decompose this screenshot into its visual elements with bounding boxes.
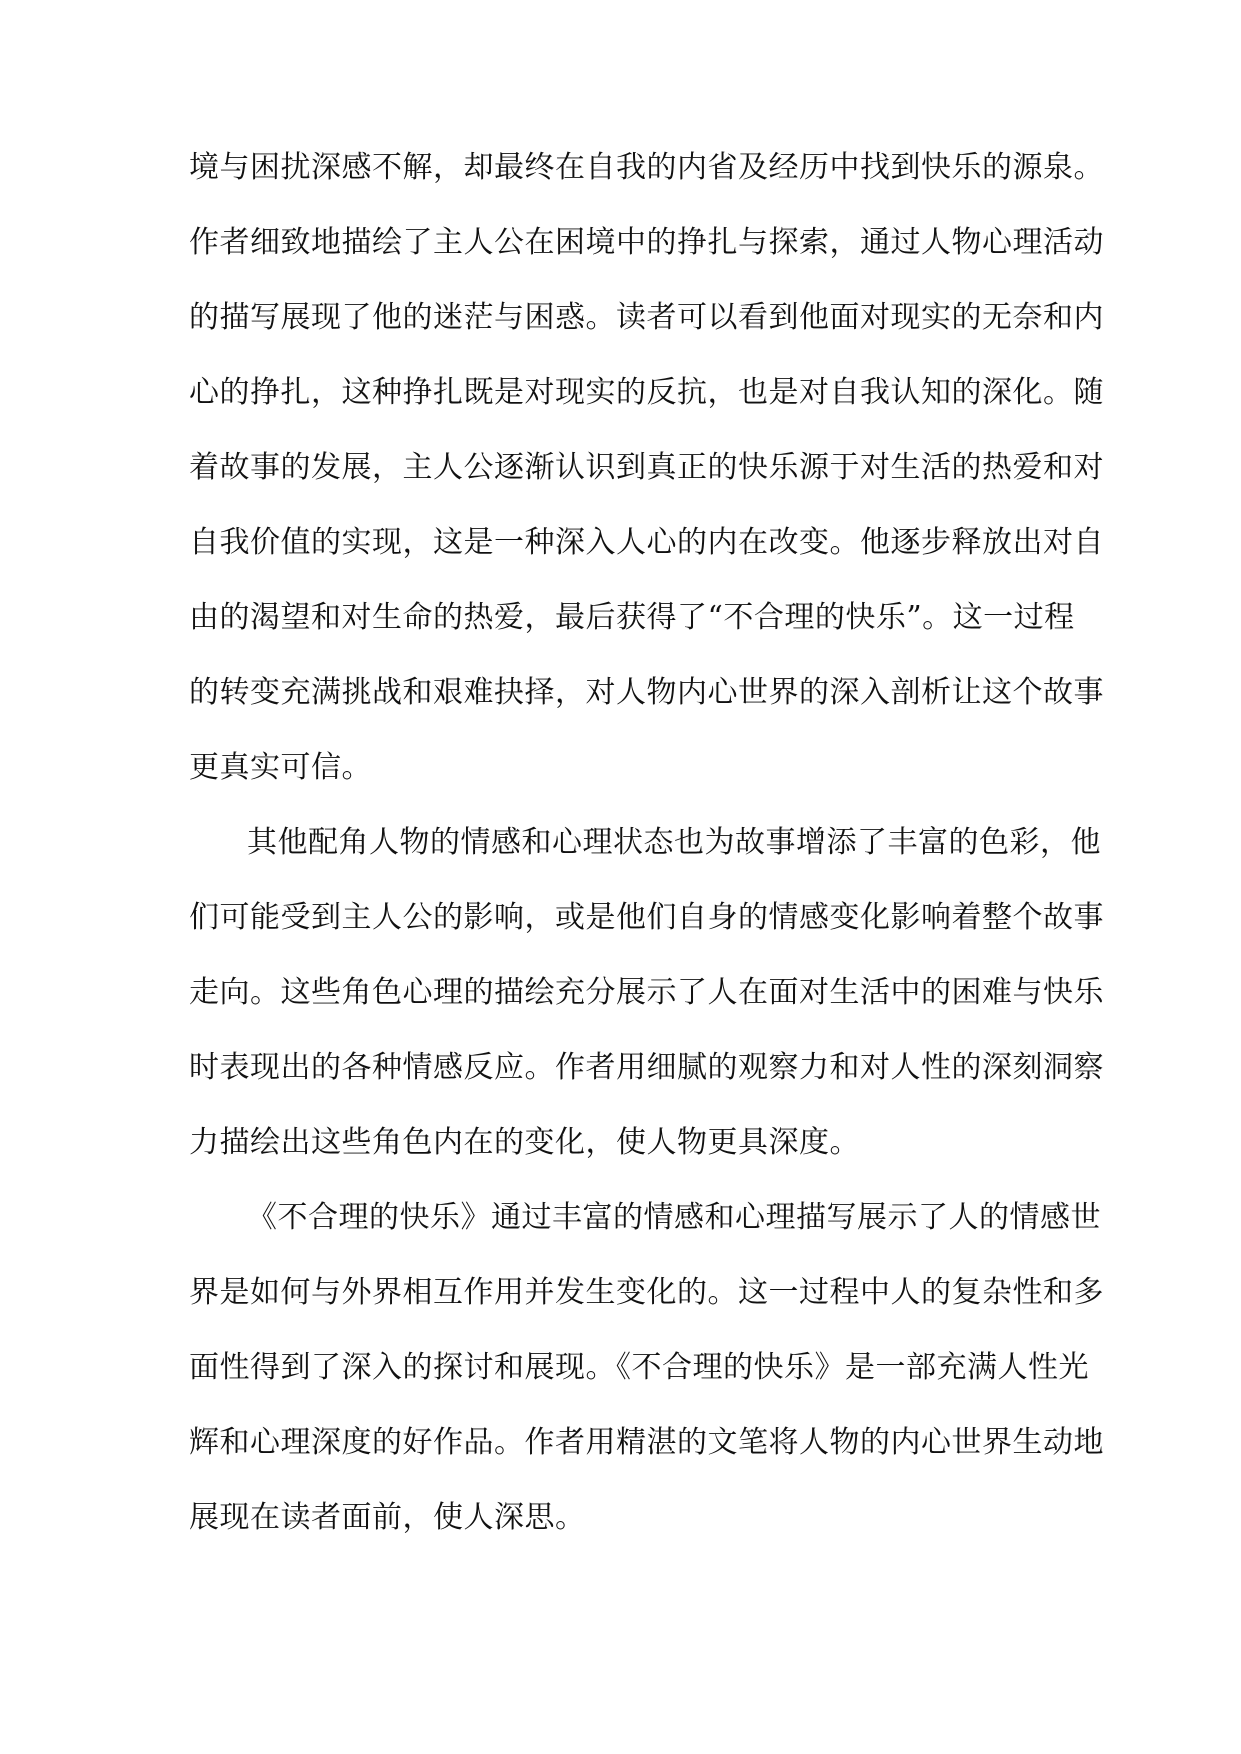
text-line: 的转变充满挑战和艰难抉择，对人物内心世界的深入剖析让这个故事 — [189, 675, 1104, 710]
paragraph-1 — [189, 138, 1104, 813]
text-line: 的描写展现了他的迷茫与困惑。读者可以看到他面对现实的无奈和内 — [189, 300, 1104, 335]
text-line: 心的挣扎，这种挣扎既是对现实的反抗，也是对自我认知的深化。随 — [189, 375, 1104, 410]
text-line: 面性得到了深入的探讨和展现。《不合理的快乐》是一部充满人性光 — [189, 1350, 1089, 1385]
text-line: 展现在读者面前，使人深思。 — [189, 1500, 586, 1535]
text-line: 时表现出的各种情感反应。作者用细腻的观察力和对人性的深刻洞察 — [189, 1050, 1104, 1085]
text-line: 着故事的发展，主人公逐渐认识到真正的快乐源于对生活的热爱和对 — [189, 450, 1104, 485]
text-line: 界是如何与外界相互作用并发生变化的。这一过程中人的复杂性和多 — [189, 1275, 1104, 1310]
text-line: 其他配角人物的情感和心理状态也为故事增添了丰富的色彩，他 — [247, 825, 1101, 860]
text-line: 辉和心理深度的好作品。作者用精湛的文笔将人物的内心世界生动地 — [189, 1425, 1104, 1460]
text-line: 力描绘出这些角色内在的变化，使人物更具深度。 — [189, 1125, 860, 1160]
paragraph-2 — [189, 813, 1104, 1188]
text-line: 走向。这些角色心理的描绘充分展示了人在面对生活中的困难与快乐 — [189, 975, 1104, 1010]
text-line: 更真实可信。 — [189, 750, 372, 785]
paragraph-3 — [189, 1188, 1104, 1563]
text-line: 自我价值的实现，这是一种深入人心的内在改变。他逐步释放出对自 — [189, 525, 1104, 560]
text-line: 由的渴望和对生命的热爱，最后获得了“不合理的快乐”。这一过程 — [189, 600, 1075, 635]
body-text — [189, 138, 1104, 1563]
text-line: 《不合理的快乐》通过丰富的情感和心理描写展示了人的情感世 — [247, 1200, 1101, 1235]
text-line: 境与困扰深感不解，却最终在自我的内省及经历中找到快乐的源泉。 — [189, 150, 1104, 185]
text-line: 作者细致地描绘了主人公在困境中的挣扎与探索，通过人物心理活动 — [189, 225, 1104, 260]
text-line: 们可能受到主人公的影响，或是他们自身的情感变化影响着整个故事 — [189, 900, 1104, 935]
